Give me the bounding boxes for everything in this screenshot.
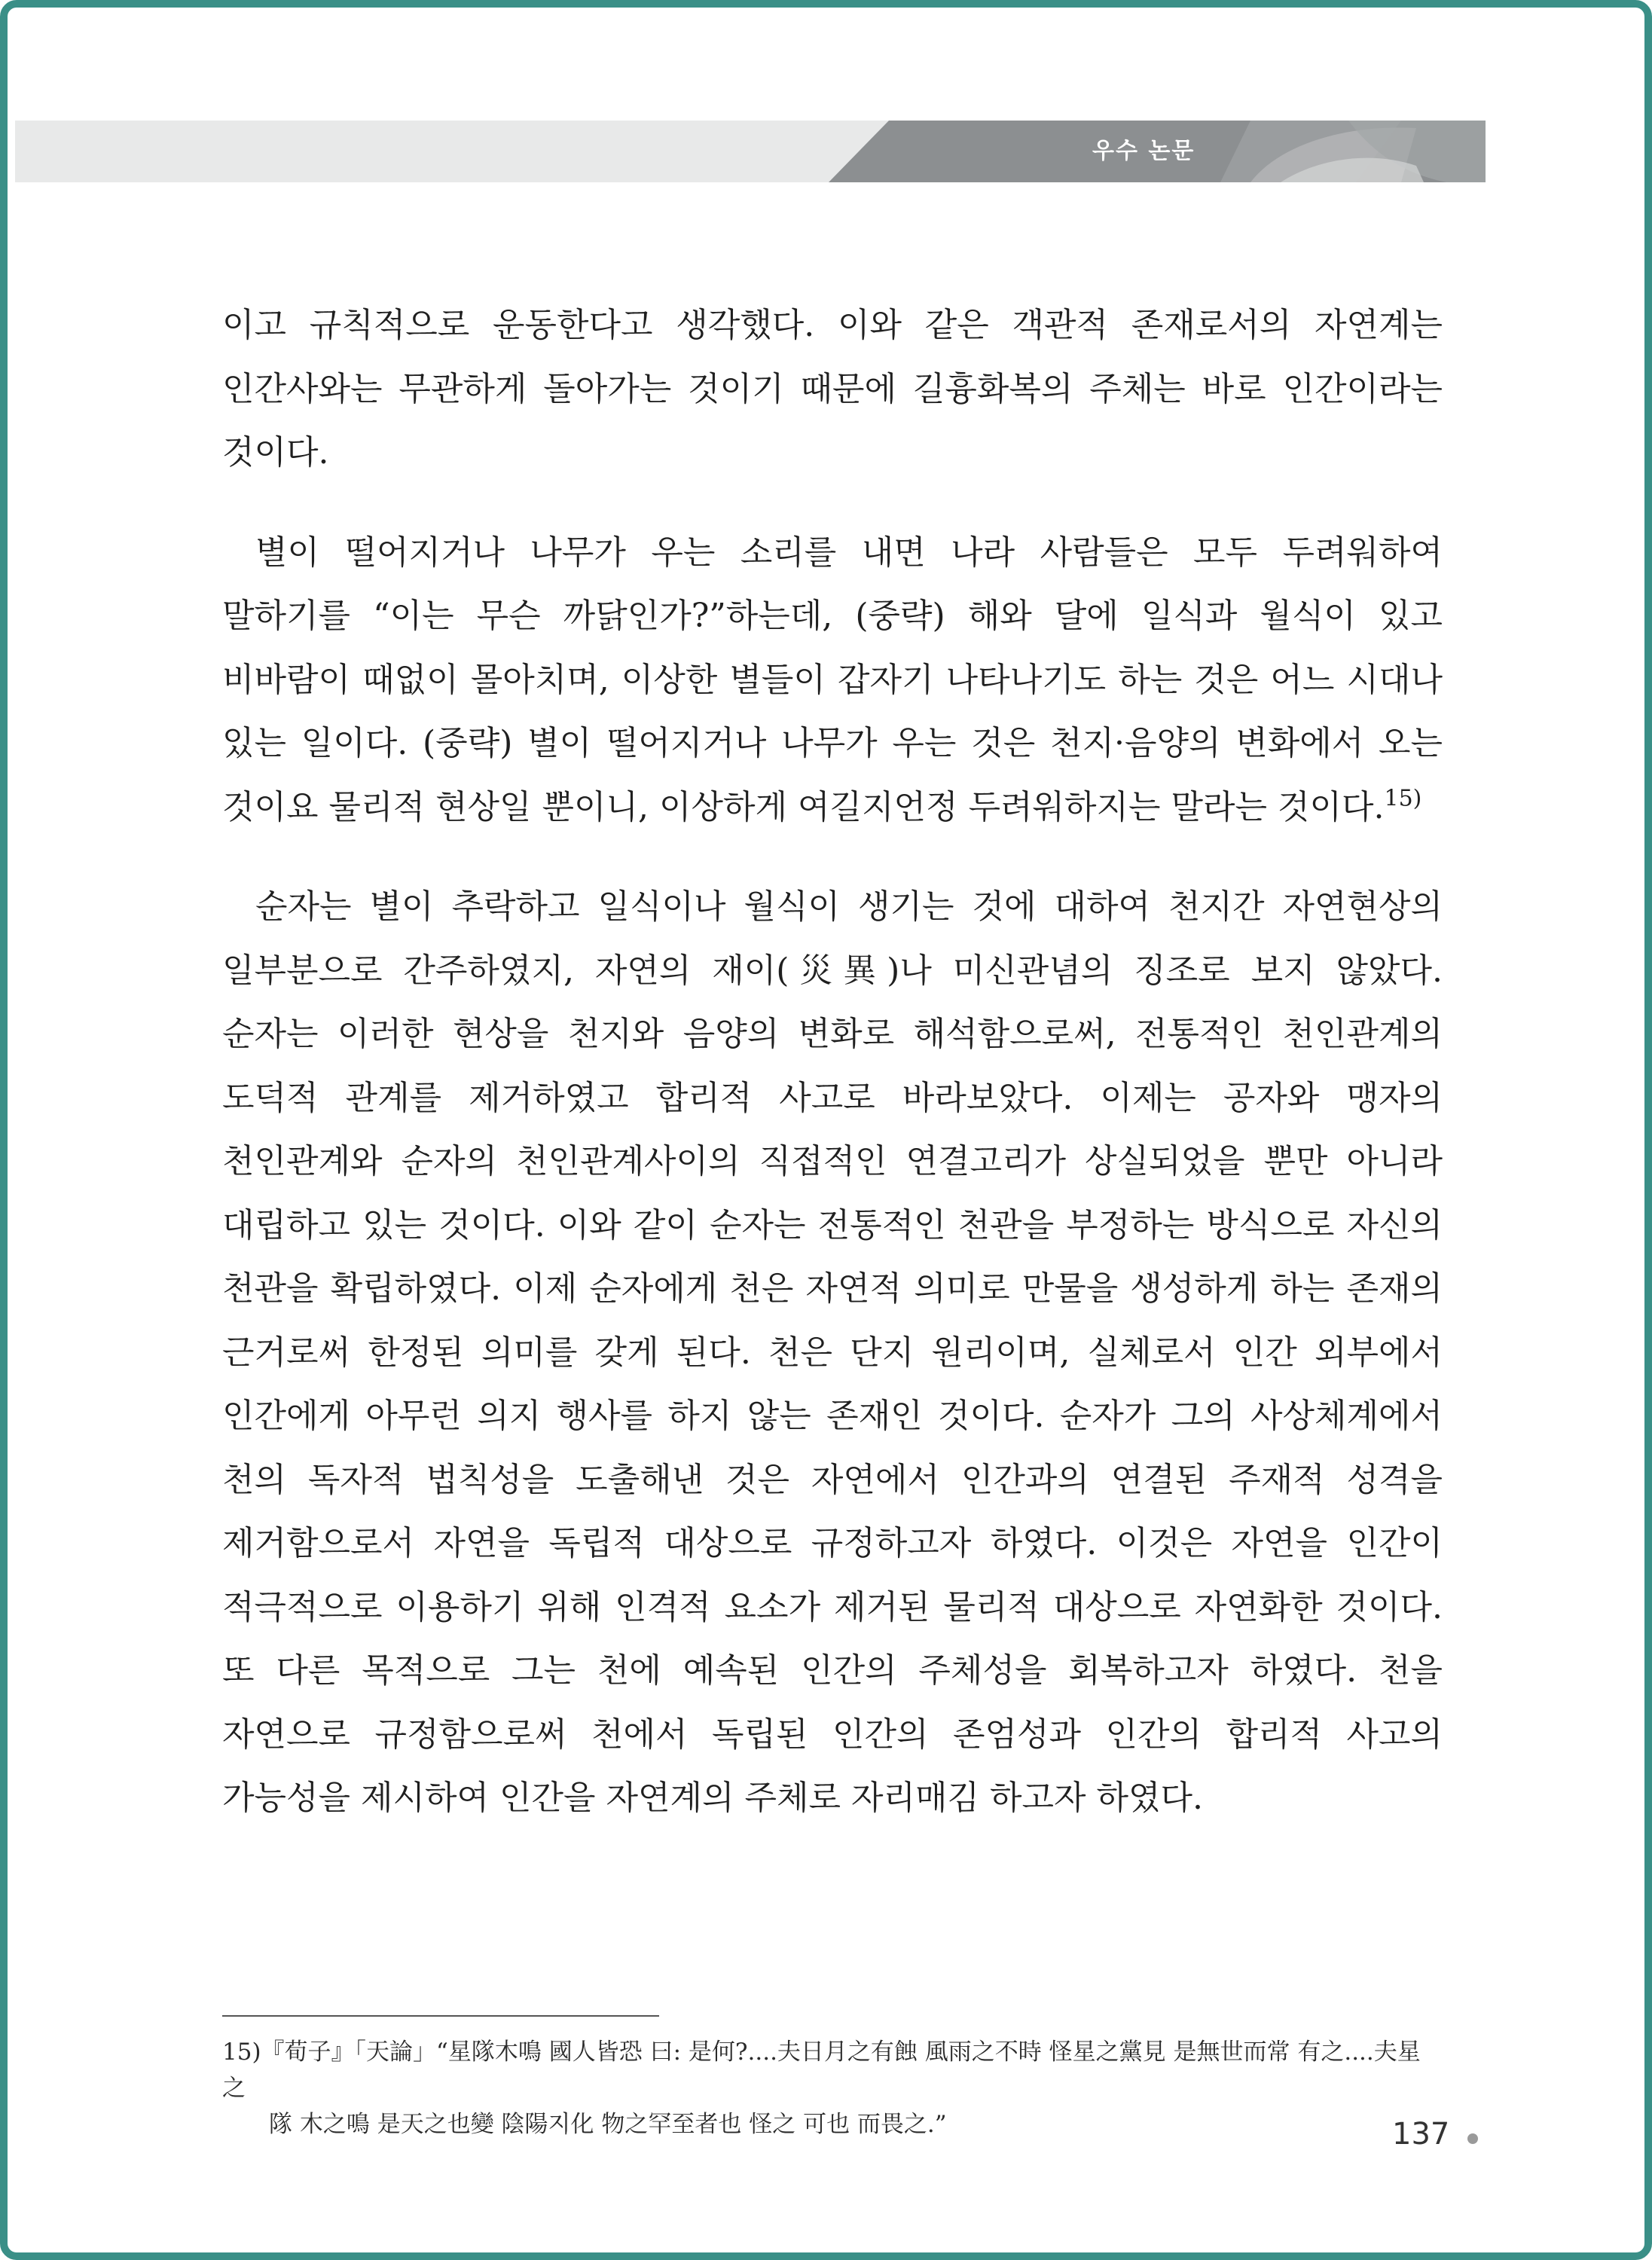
footnote-divider bbox=[222, 2015, 659, 2017]
footnote bbox=[222, 2034, 1443, 2142]
paragraph: 순자는 별이 추락하고 일식이나 월식이 생기는 것에 대하여 천지간 자연현상의 일부분으로 간주하였지, 자연의 재이(災異)나 미신관념의 징조로 보지 않았다. 순자는 이러한 현상을 천지와 음양의 변화로 해석함으로써, 전통적인 천인관계의 도덕적 관계를 제거하였고 합리적 사고로 바라보았다. 이제는 공자와 맹자의 천인관계와 순자의 천인관계사이의 직접적인 연결고리가 상실되었을 뿐만 아니라 대립하고 있는 것이다. 이와 같이 순자는 전통적인 천관을 부정하는 방식으로 자신의 천관을 확립하였다. 이제 순자에게 천은 자연적 의미로 만물을 생성하게 하는 존재의 근거로써 한정된 의미를 갖게 된다. 천은 단지 원리이며, 실체로서 인간 외부에서 인간에게 아무런 의지 행사를 하지 않는 존재인 것이다. 순자가 그의 사상체계에서 천의 독자적 법칙성을 도출해낸 것은 자연에서 인간과의 연결된 주재적 성격을 제거함으로서 자연을 독립적 대상으로 규정하고자 하였다. 이것은 자연을 인간이 적극적으로 이용하기 위해 인격적 요소가 제거된 물리적 대상으로 자연화한 것이다. 또 다른 목적으로 그는 천에 예속된 인간의 주체성을 회복하고자 하였다. 천을 자연으로 규정함으로써 천에서 독립된 인간의 존엄성과 인간의 합리적 사고의 가능성을 제시하여 인간을 자연계의 주체로 자리매김 하고자 하였다. bbox=[222, 887, 1443, 1817]
paragraph: 이고 규칙적으로 운동한다고 생각했다. 이와 같은 객관적 존재로서의 자연계는 인간사와는 무관하게 돌아가는 것이기 때문에 길흉화복의 주체는 바로 인간이라는 것이다. bbox=[222, 306, 1443, 472]
footnote-text-line2: 隊 木之鳴 是天之也變 陰陽지化 物之罕至者也 怪之 可也 而畏之.” bbox=[269, 2111, 947, 2138]
section-title: 우수 논문 bbox=[1092, 138, 1195, 164]
footnote-text-line1: 『荀子』「天論」“星隊木鳴 國人皆恐 曰: 是何?....夫日月之有蝕 風雨之不時 怪星之黨見 是無世而常 有之....夫星之 bbox=[222, 2039, 1421, 2102]
footnote-number: 15) bbox=[222, 2039, 261, 2066]
page-number-dot-icon bbox=[1467, 2133, 1478, 2144]
article-body bbox=[222, 294, 1443, 1831]
footnote-reference[interactable]: 15) bbox=[1384, 785, 1422, 811]
page-number: 137 bbox=[1392, 2117, 1450, 2152]
quotation-text: 별이 떨어지거나 나무가 우는 소리를 내면 나라 사람들은 모두 두려워하여 말하기를 “이는 무슨 까닭인가?”하는데, (중략) 해와 달에 일식과 월식이 있고 비바람이 때없이 몰아치며, 이상한 별들이 갑자기 나타나기도 하는 것은 어느 시대나 있는 일이다. (중략) 별이 떨어지거나 나무가 우는 것은 천지·음양의 변화에서 오는 것이요 물리적 현상일 뿐이니, 이상하게 여길지언정 두려워하지는 말라는 것이다. bbox=[222, 533, 1443, 826]
quotation-paragraph bbox=[222, 521, 1443, 840]
